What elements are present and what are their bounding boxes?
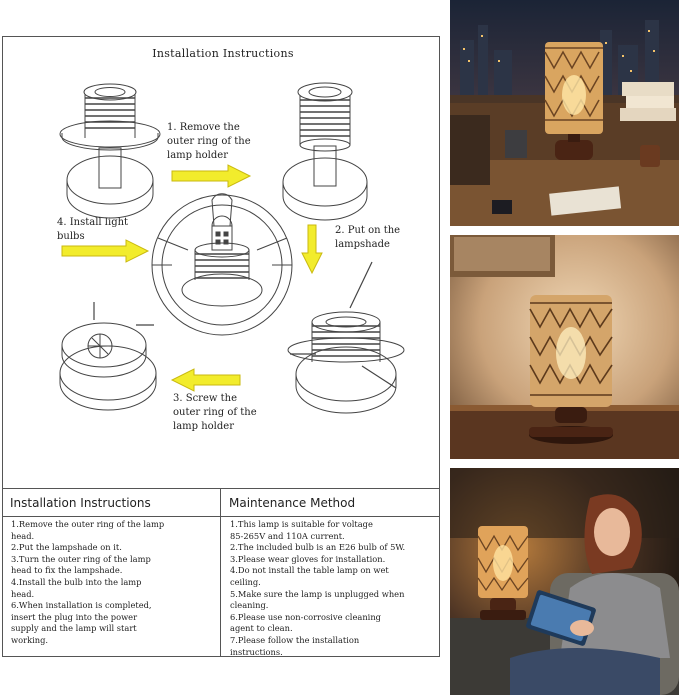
photo-sofa-reading-image bbox=[450, 468, 679, 695]
maintenance-item-1-line-2: 85-265V and 110A current. bbox=[230, 530, 345, 541]
step-2-label: 2. Put on the lampshade bbox=[335, 225, 401, 250]
maintenance-list bbox=[221, 517, 440, 658]
installation-heading: Installation Instructions bbox=[2, 488, 220, 517]
photo-desk-window-image bbox=[450, 0, 679, 226]
maintenance-column bbox=[221, 488, 440, 657]
installation-item-5: 6.When installation is completed, bbox=[11, 600, 152, 611]
maintenance-item-7: 7.Please follow the installation bbox=[230, 634, 360, 645]
maintenance-item-6-line-2: agent to clean. bbox=[230, 623, 293, 634]
lamp-photo-sofa-reading bbox=[450, 468, 679, 695]
maintenance-item-7-line-2: instructions. bbox=[230, 646, 283, 657]
maintenance-item-6: 6.Please use non-corrosive cleaning bbox=[230, 611, 381, 622]
maintenance-item-5: 5.Make sure the lamp is unplugged when bbox=[230, 588, 405, 599]
maintenance-item-1: 1.This lamp is suitable for voltage bbox=[230, 519, 373, 529]
lamp-holder-step2 bbox=[288, 262, 404, 413]
lamp-holder-step1-left bbox=[60, 84, 160, 218]
maintenance-item-4: 4.Do not install the table lamp on wet bbox=[230, 565, 389, 576]
installation-list bbox=[2, 517, 220, 647]
arrow-step1 bbox=[172, 165, 250, 187]
installation-item-4: 4.Install the bulb into the lamp bbox=[11, 576, 142, 587]
installation-item-3: 3.Turn the outer ring of the lamp bbox=[11, 553, 151, 564]
installation-item-1: 1.Remove the outer ring of the lamp bbox=[11, 519, 165, 529]
installation-item-2: 2.Put the lampshade on it. bbox=[11, 542, 122, 553]
lamp-holder-step3 bbox=[60, 302, 156, 410]
maintenance-item-5-line-2: cleaning. bbox=[230, 600, 269, 611]
lamp-holder-step1-right bbox=[283, 83, 367, 220]
installation-item-5-line-3: supply and the lamp will start bbox=[11, 623, 137, 634]
installation-item-4-line-2: head. bbox=[11, 588, 35, 599]
arrow-step3 bbox=[172, 369, 240, 391]
arrow-step2 bbox=[302, 225, 322, 273]
instruction-tables bbox=[2, 488, 440, 657]
step-3-label: 3. Screw the outer ring of the lamp holder bbox=[173, 393, 257, 432]
installation-item-1-line-2: head. bbox=[11, 530, 35, 541]
maintenance-item-3: 3.Please wear gloves for installation. bbox=[230, 553, 386, 564]
maintenance-heading: Maintenance Method bbox=[221, 488, 440, 517]
maintenance-item-4-line-2: ceiling. bbox=[230, 576, 261, 587]
photo-side-table-image bbox=[450, 235, 679, 459]
installation-item-5-line-2: insert the plug into the power bbox=[11, 611, 138, 622]
step-1-label: 1. Remove the outer ring of the lamp holder bbox=[167, 122, 251, 161]
lamp-photo-desk-window bbox=[450, 0, 679, 226]
lampshade-with-bulb bbox=[152, 194, 292, 335]
installation-item-3-line-2: head to fix the lampshade. bbox=[11, 565, 123, 576]
installation-column bbox=[2, 488, 221, 657]
step-4-label: 4. Install light bulbs bbox=[57, 217, 129, 242]
lamp-photo-side-table bbox=[450, 235, 679, 459]
maintenance-item-2: 2.The included bulb is an E26 bulb of 5W. bbox=[230, 542, 406, 553]
installation-item-5-line-4: working. bbox=[11, 634, 49, 645]
diagram-title: Installation Instructions bbox=[152, 47, 294, 60]
